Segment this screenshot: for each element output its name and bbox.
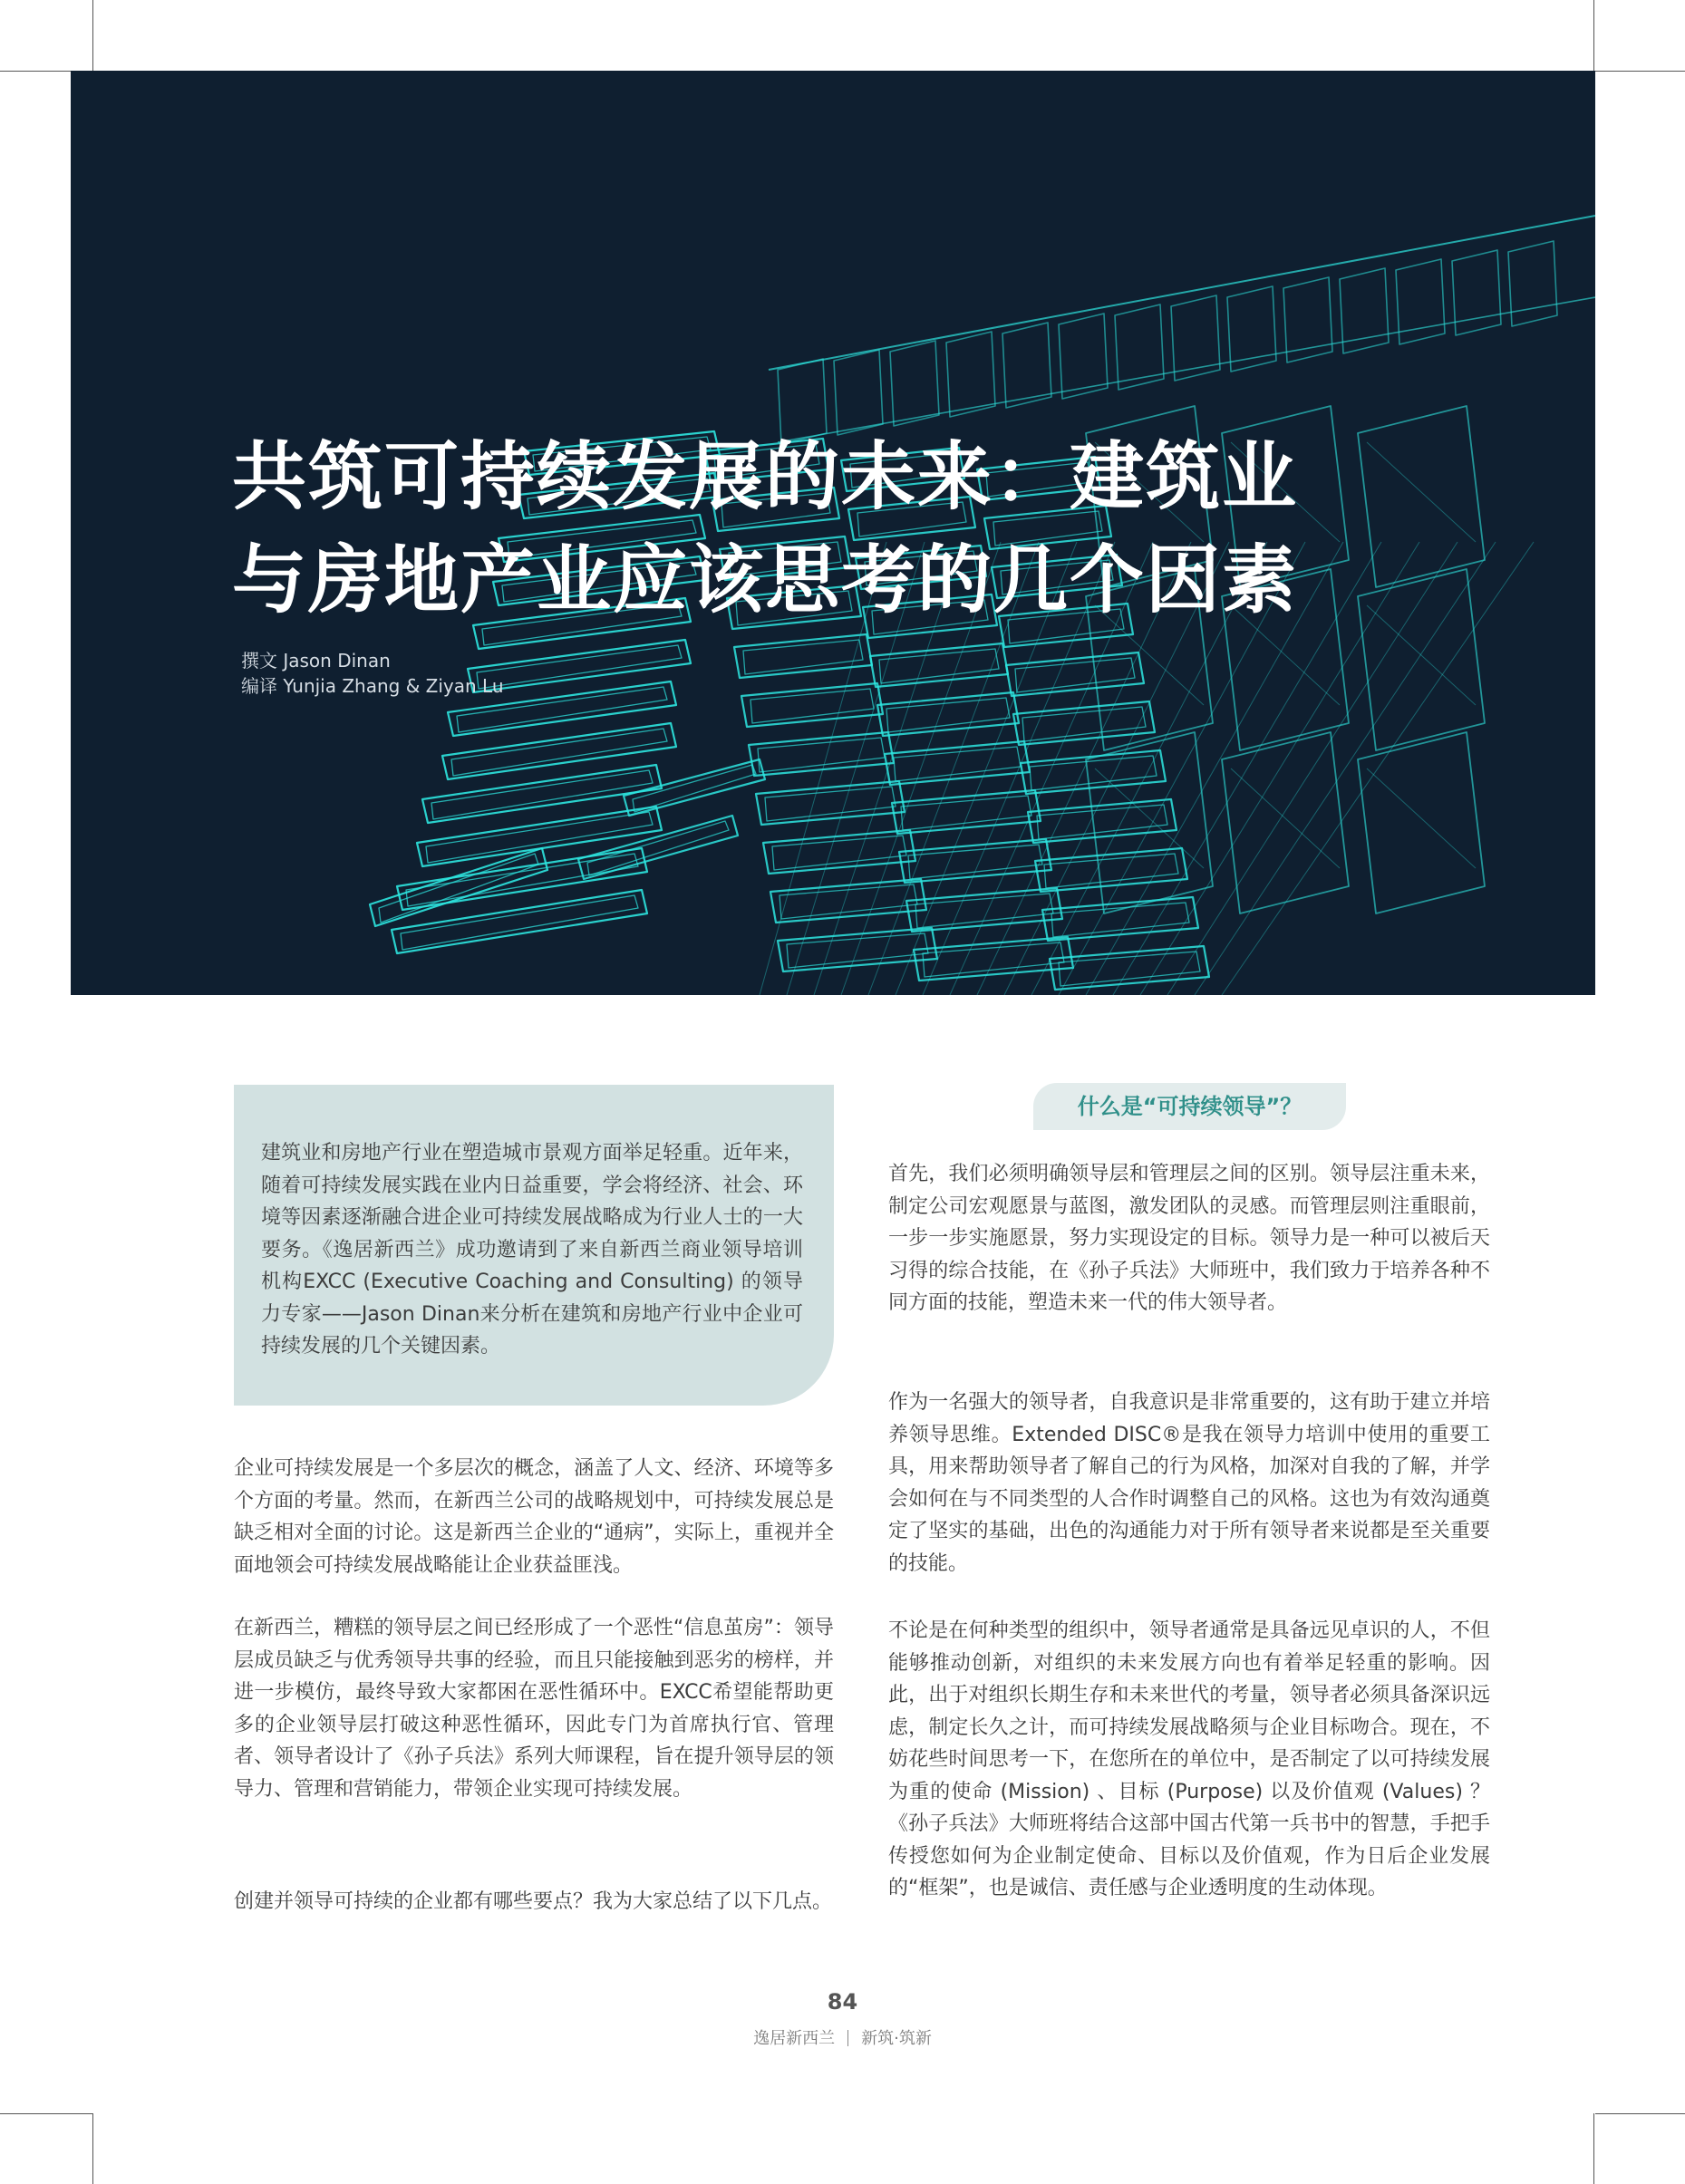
- crop-mark: [92, 2113, 93, 2184]
- abstract-box: [234, 1085, 834, 1406]
- crop-mark: [1593, 2113, 1594, 2184]
- crop-mark: [0, 2113, 92, 2114]
- body-paragraph: 作为一名强大的领导者，自我意识是非常重要的，这有助于建立并培养领导思维。Extended DISC®是我在领导力培训中使用的重要工具，用来帮助领导者了解自己的行为风格，加深对自我的了解，并学会如何在与不同类型的人合作时调整自己的风格。这也为有效沟通奠定了坚实的基础，出色的沟通能力对于所有领导者来说都是至关重要的技能。: [888, 1391, 1490, 1575]
- crop-mark: [1595, 71, 1685, 72]
- hero-banner: [71, 71, 1595, 995]
- magazine-name: 逸居新西兰: [753, 2029, 836, 2048]
- crop-mark: [1595, 2113, 1685, 2114]
- body-paragraph: 企业可持续发展是一个多层次的概念，涵盖了人文、经济、环境等多个方面的考量。然而，在新西兰公司的战略规划中，可持续发展总是缺乏相对全面的讨论。这是新西兰企业的“通病”，实际上，重视并全面地领会可持续发展战略能让企业获益匪浅。: [234, 1457, 834, 1577]
- article-title-line1: 共筑可持续发展的未来：建筑业: [232, 434, 1299, 520]
- abstract-text: 建筑业和房地产行业在塑造城市景观方面举足轻重。近年来，随着可持续发展实践在业内日益重要，学会将经济、社会、环境等因素逐渐融合进企业可持续发展战略成为行业人士的一大要务。《逸居新西兰》成功邀请到了来自新西兰商业领导培训机构EXCC (Executive Coaching and Consulting) 的领导力专家——Jason Dinan来分析在建筑和房地产行业中企业可持续发展的几个关键因素。: [261, 1142, 803, 1358]
- footer-divider: [847, 2030, 848, 2046]
- body-paragraph: 不论是在何种类型的组织中，领导者通常是具备远见卓识的人，不但能够推动创新，对组织的未来发展方向也有着举足轻重的影响。因此，出于对组织长期生存和未来世代的考量，领导者必须具备深识远虑，制定长久之计，而可持续发展战略须与企业目标吻合。现在，不妨花些时间思考一下，在您所在的单位中，是否制定了以可持续发展为重的使命 (Mission) 、目标 (Purpose) 以及价值观 (Values) ？《孙子兵法》大师班将结合这部中国古代第一兵书中的智慧，手把手传授您如何为企业制定使命、目标以及价值观，作为日后企业发展的“框架”，也是诚信、责任感与企业透明度的生动体现。: [888, 1619, 1490, 1899]
- crop-mark: [92, 0, 93, 71]
- article-title-line2: 与房地产业应该思考的几个因素: [232, 537, 1299, 623]
- section-heading: 什么是“可持续领导”？: [1033, 1083, 1346, 1130]
- translator-credit: 编译 Yunjia Zhang & Ziyan Lu: [241, 675, 504, 697]
- body-paragraph: 在新西兰，糟糕的领导层之间已经形成了一个恶性“信息茧房”：领导层成员缺乏与优秀领导共事的经验，而且只能接触到恶劣的榜样，并进一步模仿，最终导致大家都困在恶性循环中。EXCC希望能帮助更多的企业领导层打破这种恶性循环，因此专门为首席执行官、管理者、领导者设计了《孙子兵法》系列大师课程，旨在提升领导层的领导力、管理和营销能力，带领企业实现可持续发展。: [234, 1617, 834, 1801]
- author-credit: 撰文 Jason Dinan: [241, 650, 391, 672]
- page-footer: [0, 2025, 1685, 2049]
- article-title: [232, 426, 1298, 633]
- body-paragraph: 创建并领导可持续的企业都有哪些要点？我为大家总结了以下几点。: [234, 1890, 833, 1913]
- page-number: 84: [827, 1989, 858, 2015]
- column-name: 新筑·筑新: [861, 2029, 932, 2048]
- body-paragraph: 首先，我们必须明确领导层和管理层之间的区别。领导层注重未来，制定公司宏观愿景与蓝图，激发团队的灵感。而管理层则注重眼前，一步一步实施愿景，努力实现设定的目标。领导力是一种可以被后天习得的综合技能，在《孙子兵法》大师班中，我们致力于培养各种不同方面的技能，塑造未来一代的伟大领导者。: [888, 1163, 1490, 1314]
- crop-mark: [1593, 0, 1594, 71]
